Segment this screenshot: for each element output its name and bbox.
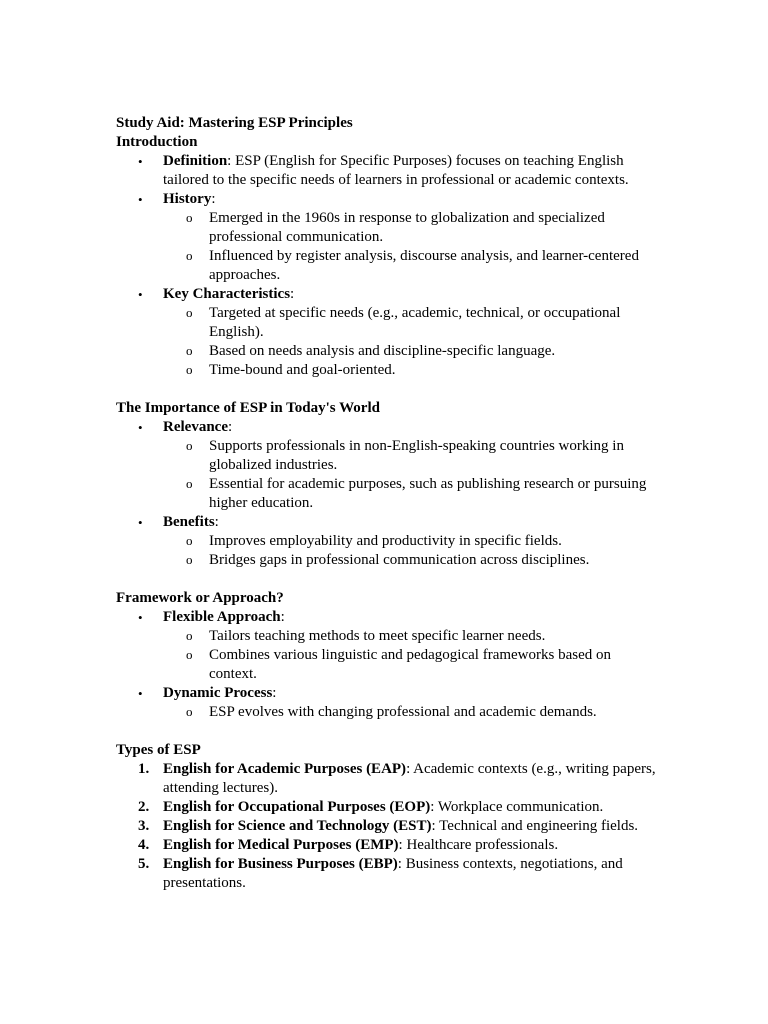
- numbered-item: [116, 798, 656, 817]
- sub-item-text: Improves employability and productivity in specific fields.: [209, 533, 562, 549]
- bullet-suffix: :: [227, 419, 233, 435]
- item-label: English for Occupational Purposes (EOP): [163, 799, 431, 815]
- bullet-dynamic-process: [116, 684, 656, 703]
- sub-item: [116, 247, 656, 285]
- sub-item-text: Targeted at specific needs (e.g., academic, technical, or occupational English).: [209, 305, 621, 340]
- sub-item: [116, 551, 656, 570]
- bullet-benefits: [116, 513, 656, 532]
- sub-marker: o: [186, 210, 193, 225]
- sub-item: [116, 209, 656, 247]
- sub-item: [116, 703, 656, 722]
- bullet-label: Definition: [163, 153, 228, 169]
- sub-marker: o: [186, 533, 193, 548]
- sub-marker: o: [186, 362, 193, 377]
- item-number: 5.: [138, 856, 150, 872]
- sub-marker: o: [186, 305, 193, 320]
- bullet-suffix: :: [272, 685, 277, 701]
- sub-marker: o: [186, 628, 193, 643]
- sub-item: [116, 304, 656, 342]
- sub-item-text: Essential for academic purposes, such as publishing research or pursuing higher education.: [209, 476, 647, 511]
- item-label: English for Academic Purposes (EAP): [163, 761, 407, 777]
- bullet-marker: •: [138, 287, 143, 302]
- item-text: : Technical and engineering fields.: [431, 818, 639, 834]
- bullet-suffix: :: [214, 514, 219, 530]
- sub-marker: o: [186, 343, 193, 358]
- sub-item: [116, 532, 656, 551]
- bullet-label: Relevance: [163, 419, 228, 435]
- item-number: 4.: [138, 837, 150, 853]
- bullet-marker: •: [138, 610, 143, 625]
- spacer: [116, 380, 656, 399]
- numbered-item: [116, 760, 656, 798]
- sub-item: [116, 361, 656, 380]
- bullet-marker: •: [138, 154, 143, 169]
- bullet-definition: [116, 152, 656, 190]
- bullet-marker: •: [138, 686, 143, 701]
- section-heading-introduction: Introduction: [116, 134, 198, 150]
- sub-item: [116, 646, 656, 684]
- bullet-label: Key Characteristics: [163, 286, 291, 302]
- item-label: English for Medical Purposes (EMP): [163, 837, 399, 853]
- bullet-suffix: :: [290, 286, 295, 302]
- sub-item: [116, 342, 656, 361]
- bullet-label: Flexible Approach: [163, 609, 281, 625]
- numbered-item: [116, 836, 656, 855]
- bullet-flexible-approach: [116, 608, 656, 627]
- sub-item-text: Tailors teaching methods to meet specific learner needs.: [209, 628, 546, 644]
- sub-item-text: Time-bound and goal-oriented.: [209, 362, 396, 378]
- sub-item-text: ESP evolves with changing professional and academic demands.: [209, 704, 597, 720]
- bullet-label: Dynamic Process: [163, 685, 273, 701]
- spacer: [116, 570, 656, 589]
- item-label: English for Business Purposes (EBP): [163, 856, 398, 872]
- sub-item-text: Combines various linguistic and pedagogical frameworks based on context.: [209, 647, 611, 682]
- sub-marker: o: [186, 647, 193, 662]
- document-page: [116, 114, 656, 893]
- section-heading-types: Types of ESP: [116, 742, 201, 758]
- sub-item-text: Supports professionals in non-English-speaking countries working in globalized industries.: [209, 438, 624, 473]
- bullet-history: [116, 190, 656, 209]
- sub-marker: o: [186, 476, 193, 491]
- bullet-key-characteristics: [116, 285, 656, 304]
- item-text: : Academic contexts (e.g., writing papers, attending lectures).: [163, 761, 656, 796]
- numbered-item: [116, 817, 656, 836]
- item-text: : Healthcare professionals.: [398, 837, 559, 853]
- item-text: : Business contexts, negotiations, and presentations.: [163, 856, 623, 891]
- item-text: : Workplace communication.: [430, 799, 604, 815]
- bullet-marker: •: [138, 515, 143, 530]
- sub-item-text: Influenced by register analysis, discourse analysis, and learner-centered approaches.: [209, 248, 639, 283]
- sub-item: [116, 475, 656, 513]
- item-number: 1.: [138, 761, 150, 777]
- item-label: English for Science and Technology (EST): [163, 818, 432, 834]
- bullet-suffix: :: [211, 191, 216, 207]
- section-heading-framework: Framework or Approach?: [116, 590, 284, 606]
- bullet-suffix: :: [280, 609, 285, 625]
- bullet-label: Benefits: [163, 514, 215, 530]
- sub-marker: o: [186, 438, 193, 453]
- bullet-label: History: [163, 191, 212, 207]
- sub-item-text: Based on needs analysis and discipline-specific language.: [209, 343, 556, 359]
- sub-marker: o: [186, 704, 193, 719]
- sub-marker: o: [186, 248, 193, 263]
- bullet-relevance: [116, 418, 656, 437]
- item-number: 3.: [138, 818, 150, 834]
- sub-marker: o: [186, 552, 193, 567]
- sub-item: [116, 437, 656, 475]
- section-heading-importance: The Importance of ESP in Today's World: [116, 400, 380, 416]
- item-number: 2.: [138, 799, 150, 815]
- bullet-marker: •: [138, 192, 143, 207]
- sub-item-text: Bridges gaps in professional communication across disciplines.: [209, 552, 590, 568]
- bullet-text: : ESP (English for Specific Purposes) focuses on teaching English tailored to the specific needs of learners in professional or academic contexts.: [163, 153, 629, 188]
- document-title: Study Aid: Mastering ESP Principles: [116, 115, 353, 131]
- sub-item: [116, 627, 656, 646]
- bullet-marker: •: [138, 420, 143, 435]
- numbered-item: [116, 855, 656, 893]
- spacer: [116, 722, 656, 741]
- sub-item-text: Emerged in the 1960s in response to globalization and specialized professional communication.: [209, 210, 605, 245]
